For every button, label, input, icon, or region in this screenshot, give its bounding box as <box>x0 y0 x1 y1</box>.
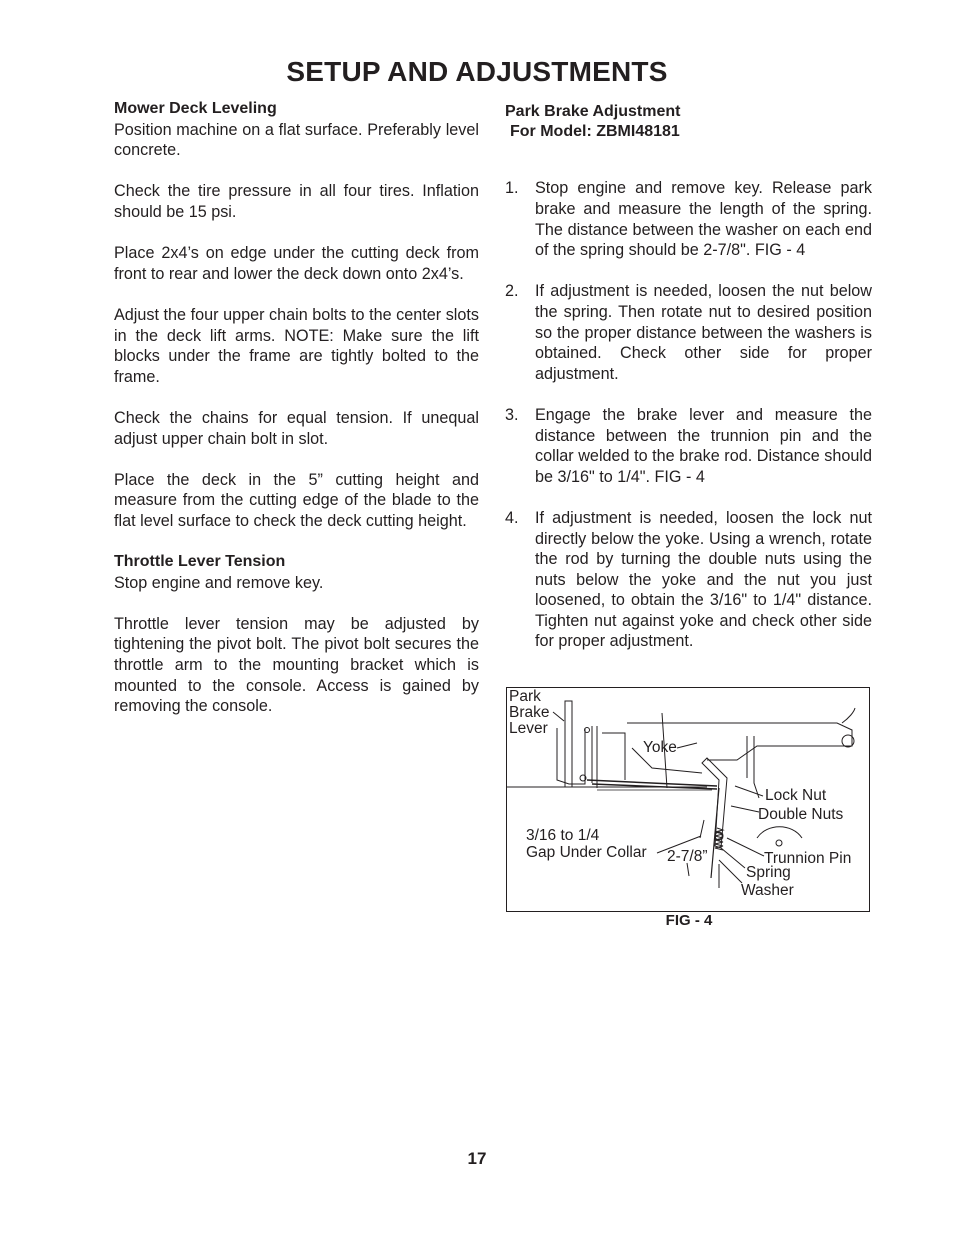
step-text: If adjustment is needed, loosen the nut below the spring. Then rotate nut to desired position so the proper distance between the washers is obtained. Check other side for proper adjustment. <box>535 282 872 383</box>
step-text: Stop engine and remove key. Release park brake and measure the length of the spring. The distance between the washer on each end of the spring should be 2-7/8". FIG - 4 <box>535 179 872 260</box>
leader-line <box>677 743 697 748</box>
label-gap-1: 3/16 to 1/4 <box>526 827 600 844</box>
model-subheading: For Model: ZBMI48181 <box>510 123 680 141</box>
throttle-heading: Throttle Lever Tension <box>114 553 286 571</box>
label-lever: Lever <box>509 720 548 737</box>
label-lock-nut: Lock Nut <box>765 787 827 804</box>
leader-line <box>735 786 763 796</box>
label-washer: Washer <box>741 882 794 899</box>
list-item <box>505 178 872 260</box>
label-gap-2: Gap Under Collar <box>526 844 647 861</box>
label-park: Park <box>509 688 541 705</box>
leader-line <box>727 838 764 856</box>
figure-caption: FIG - 4 <box>665 912 713 929</box>
lever-shape <box>565 701 572 787</box>
mower-paragraph: Adjust the four upper chain bolts to the center slots in the deck lift arms. NOTE: Make sure the lift blocks under the frame are tightly bolted to the frame. <box>114 305 479 386</box>
page-title: SETUP AND ADJUSTMENTS <box>286 56 668 87</box>
mower-paragraph: Place the deck in the 5” cutting height and measure from the cutting edge of the blade to the flat level surface to check the deck cutting height. <box>114 470 479 530</box>
label-trunnion-pin: Trunnion Pin <box>764 850 852 867</box>
step-text: If adjustment is needed, loosen the lock nut directly below the yoke. Using a wrench, rotate the rod by turning the double nuts using the nuts below the yoke and the nut you just loosened, to obtain the 3/16" to 1/4" distance. Tighten nut against yoke and check other side for proper adjustment. <box>535 508 872 651</box>
list-item <box>505 281 872 384</box>
mower-paragraph: Position machine on a flat surface. Preferably level concrete. <box>114 120 479 160</box>
label-yoke: Yoke <box>643 739 677 756</box>
right-column <box>505 102 872 673</box>
label-brake: Brake <box>509 704 550 721</box>
step-text: Engage the brake lever and measure the distance between the trunnion pin and the collar welded to the brake rod. Distance should be 3/16" to 1/4". FIG - 4 <box>535 405 872 486</box>
frame-body <box>747 736 759 798</box>
leader-line <box>553 712 564 721</box>
throttle-paragraph: Stop engine and remove key. <box>114 573 324 592</box>
label-spring-length: 2-7/8” <box>667 848 708 865</box>
mower-paragraph: Place 2x4’s on edge under the cutting deck from front to rear and lower the deck down onto 2x4’s. <box>114 244 479 283</box>
step-number: 4. <box>505 508 519 527</box>
step-number: 3. <box>505 405 519 424</box>
step-number: 2. <box>505 282 519 301</box>
throttle-paragraph: Throttle lever tension may be adjusted by tightening the pivot bolt. The pivot bolt secures the throttle arm to the mounting bracket which is mounted to the console. Access is gained by removing the console. <box>114 614 479 716</box>
mower-deck-heading: Mower Deck Leveling <box>114 100 277 117</box>
steps-list <box>505 178 872 652</box>
leader-line <box>731 806 759 812</box>
left-column <box>114 99 479 737</box>
label-double-nuts: Double Nuts <box>758 806 844 823</box>
park-brake-heading: Park Brake Adjustment <box>505 103 681 120</box>
brake-figure <box>506 687 870 912</box>
list-item <box>505 508 872 652</box>
step-number: 1. <box>505 179 519 198</box>
mower-paragraph: Check the tire pressure in all four tires. Inflation should be 15 psi. <box>114 182 479 221</box>
wheel-arc <box>757 827 802 838</box>
frame-top <box>842 708 855 723</box>
page-number: 17 <box>467 1149 487 1168</box>
leader-line <box>719 860 742 883</box>
mower-paragraph: Check the chains for equal tension. If unequal adjust upper chain bolt in slot. <box>114 408 479 448</box>
frame-body <box>592 726 625 788</box>
park-brake-headings <box>505 102 872 142</box>
list-item <box>505 405 872 487</box>
hub <box>776 840 782 846</box>
leader-line <box>700 820 704 838</box>
label-spring: Spring <box>746 864 791 881</box>
